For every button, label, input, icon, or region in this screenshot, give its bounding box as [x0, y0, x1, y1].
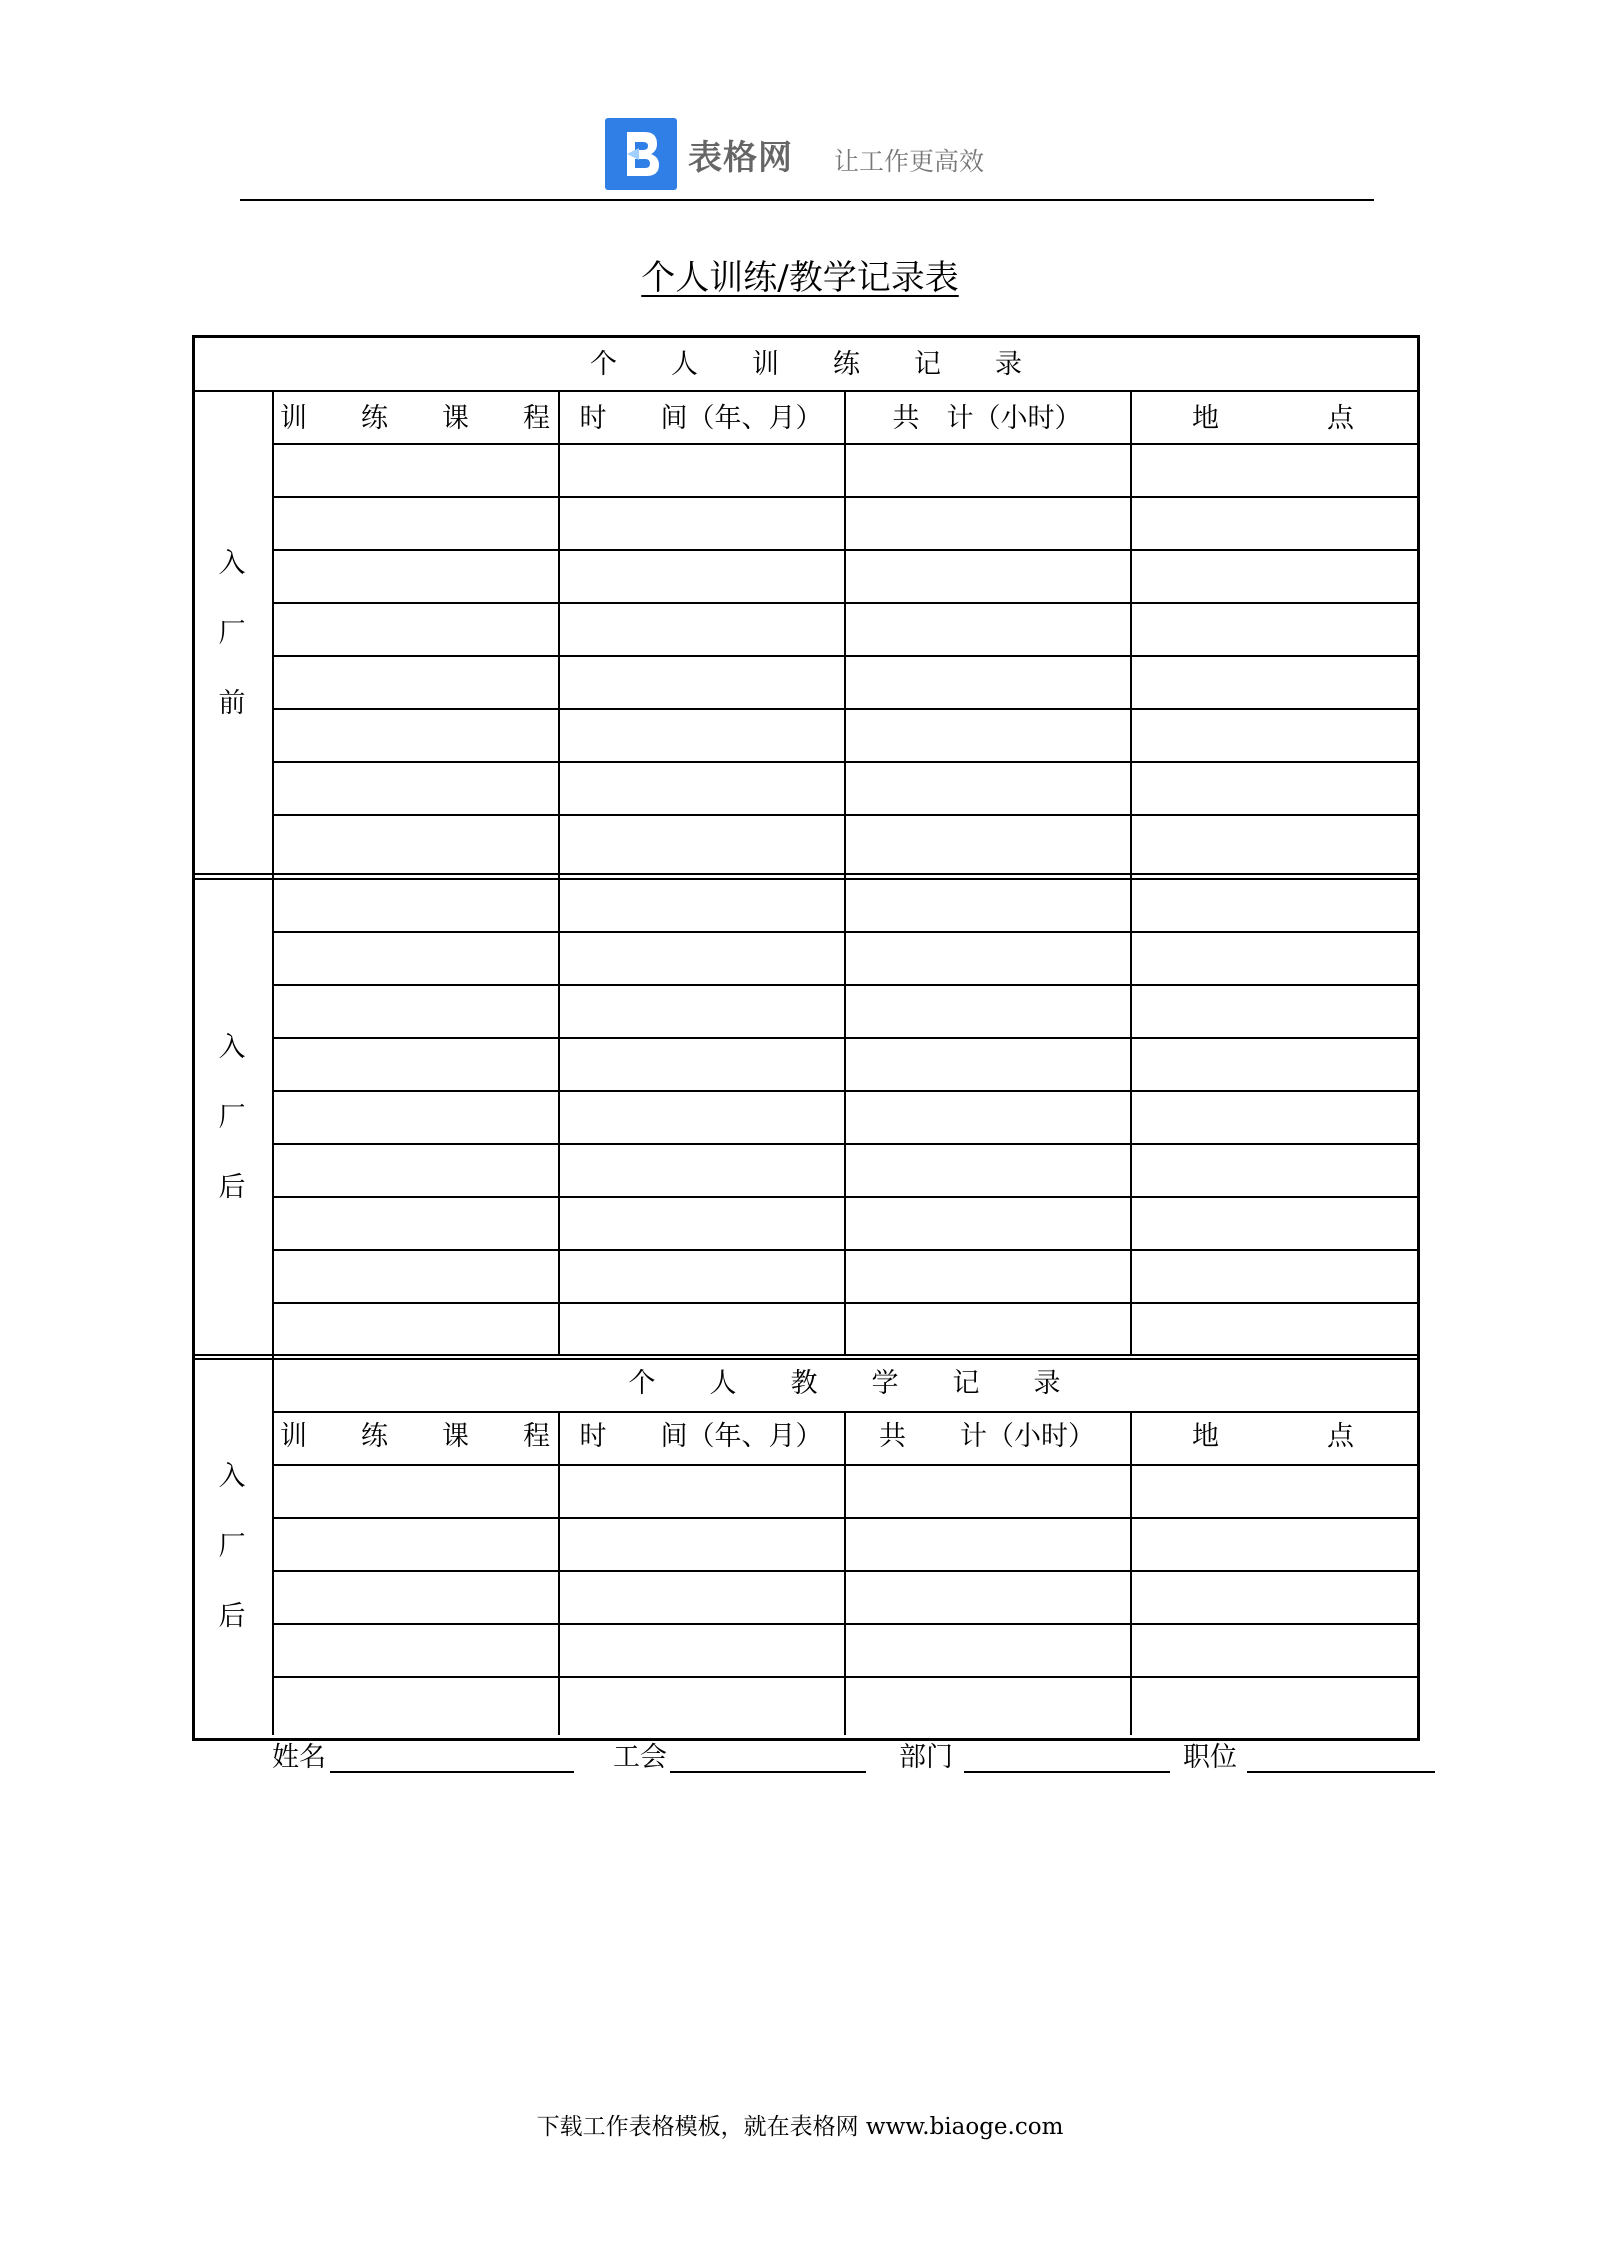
page-title — [0, 250, 1600, 299]
side-label-char: 前 — [218, 688, 246, 719]
grid-line — [1130, 390, 1132, 1354]
brand-slogan: 让工作更高效 — [834, 147, 985, 176]
name-field[interactable] — [330, 1771, 574, 1773]
training-col-course: 训 练 课 程 — [280, 402, 550, 434]
logo-glyph — [605, 118, 677, 190]
teaching-col-location: 地 点 — [1192, 1420, 1354, 1452]
signature-row — [0, 1735, 1600, 1775]
side-label-char: 厂 — [218, 1531, 246, 1562]
position-field[interactable] — [1247, 1771, 1435, 1773]
side-label-char: 入 — [218, 1461, 246, 1492]
record-form — [192, 335, 1420, 1739]
union-label: 工会 — [613, 1742, 667, 1773]
page-header — [0, 118, 1600, 198]
union-field[interactable] — [670, 1771, 866, 1773]
grid-line — [195, 878, 1417, 880]
grid-line — [272, 390, 274, 1735]
page-title-text: 个人训练/教学记录表 — [641, 258, 959, 298]
teaching-col-time: 时 间（年、月） — [579, 1420, 823, 1452]
teaching-col-hours: 共 计（小时） — [879, 1420, 1095, 1452]
page-footer: 下载工作表格模板，就在表格网 www.biaoge.com — [536, 2114, 1064, 2140]
position-label: 职位 — [1183, 1742, 1237, 1773]
side-label-before-entry — [195, 392, 269, 876]
name-label: 姓名 — [272, 1742, 326, 1773]
side-label-after-entry — [195, 876, 269, 1360]
department-field[interactable] — [964, 1771, 1170, 1773]
side-label-char: 入 — [218, 548, 246, 579]
teaching-col-course: 训 练 课 程 — [280, 1420, 550, 1452]
training-col-time: 时 间（年、月） — [579, 402, 823, 434]
grid-line — [195, 873, 1417, 875]
department-label: 部门 — [899, 1742, 953, 1773]
side-label-char: 入 — [218, 1032, 246, 1063]
grid-line — [844, 390, 846, 1354]
side-label-teaching-after — [195, 1357, 269, 1737]
grid-line — [195, 1354, 1417, 1356]
side-label-char: 后 — [218, 1172, 246, 1203]
training-heading: 个 人 训 练 记 录 — [590, 348, 1022, 380]
training-col-location: 地 点 — [1192, 402, 1354, 434]
biaoge-logo-icon — [605, 118, 677, 190]
teaching-heading: 个 人 教 学 记 录 — [628, 1367, 1061, 1399]
side-label-char: 后 — [218, 1601, 246, 1632]
training-col-hours: 共 计（小时） — [892, 402, 1082, 434]
side-label-char: 厂 — [218, 618, 246, 649]
grid-line — [558, 390, 560, 1354]
side-label-char: 厂 — [218, 1102, 246, 1133]
brand-name: 表格网 — [688, 138, 793, 178]
header-divider — [240, 199, 1374, 201]
